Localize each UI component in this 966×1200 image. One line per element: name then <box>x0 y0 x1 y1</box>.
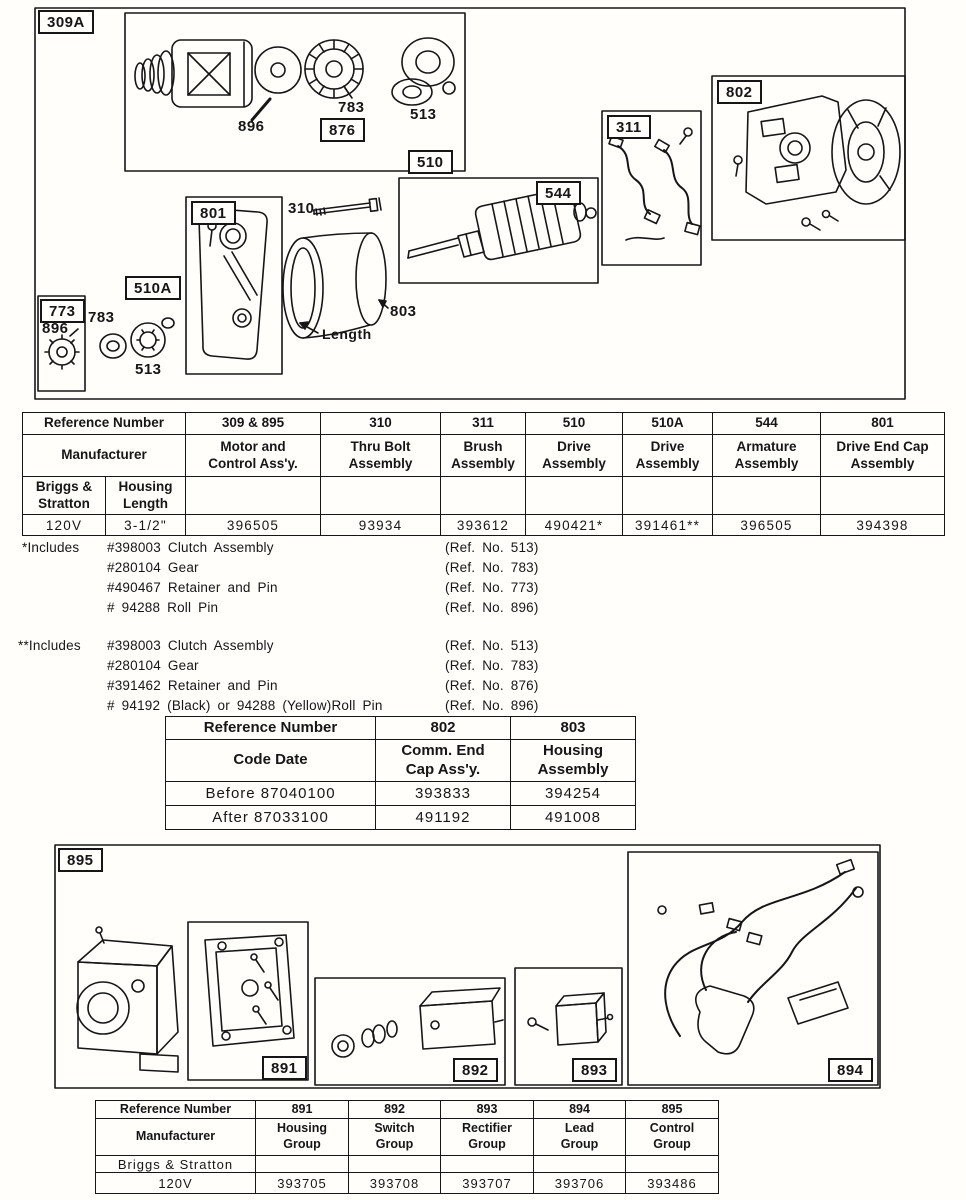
t1-part-number: 93934 <box>321 515 441 536</box>
callout-783-bottom: 783 <box>88 309 115 326</box>
footnote-line <box>22 558 722 578</box>
table-row <box>23 435 945 477</box>
starter-motor-exploded-diagram <box>0 0 966 406</box>
table-row <box>166 717 636 740</box>
callout-box-891: 891 <box>262 1056 307 1080</box>
t1-col-name: Motor and Control Ass'y. <box>186 435 321 477</box>
footnote-part: #280104 Gear <box>107 560 199 575</box>
table-row <box>23 413 945 435</box>
t1-voltage-cell: 120V <box>23 515 106 536</box>
starter-diagram-line-art <box>0 0 966 406</box>
t3-part-number: 393707 <box>441 1173 534 1194</box>
t1-col-num: 309 & 895 <box>186 413 321 435</box>
footnote-includes-single <box>22 538 722 618</box>
callout-box-510: 510 <box>408 150 453 174</box>
t2-col-num: 802 <box>376 717 511 740</box>
t3-col-num: 893 <box>441 1101 534 1119</box>
t1-col-name: Armature Assembly <box>713 435 821 477</box>
t2-code-date-header: Code Date <box>166 740 376 782</box>
pinion-gear-drawing <box>305 40 363 98</box>
frame-895 <box>55 845 880 1088</box>
end-cap-802-drawing <box>734 96 900 230</box>
callout-896-bottom: 896 <box>42 320 69 337</box>
t1-manufacturer-header: Manufacturer <box>23 435 186 477</box>
t2-ref-number-header: Reference Number <box>166 717 376 740</box>
footnote-part: # 94288 Roll Pin <box>107 600 219 615</box>
frame-894 <box>628 852 878 1085</box>
footnote-ref: (Ref. No. 876) <box>445 678 539 693</box>
t3-col-num: 891 <box>256 1101 349 1119</box>
t1-col-num: 510 <box>526 413 623 435</box>
empty-cell <box>441 1156 534 1173</box>
footnote-part: # 94192 (Black) or 94288 (Yellow)Roll Pin <box>107 698 383 713</box>
solenoid-drawing <box>135 40 270 120</box>
footnote-line <box>18 696 722 716</box>
callout-783-top: 783 <box>338 99 365 116</box>
t2-row-label: After 87033100 <box>166 806 376 830</box>
t2-col-name: Comm. End Cap Ass'y. <box>376 740 511 782</box>
generator-housing-drawing <box>77 927 178 1072</box>
footnote-line <box>18 636 722 656</box>
t1-col-name: Drive Assembly <box>526 435 623 477</box>
backplate-891-drawing <box>205 935 294 1046</box>
table-row <box>96 1119 719 1156</box>
control-diagram-line-art <box>0 840 966 1092</box>
t2-col-name: Housing Assembly <box>511 740 636 782</box>
footnote-line <box>18 656 722 676</box>
diagram-frame-label-895: 895 <box>58 848 103 872</box>
t1-col-name: Drive Assembly <box>623 435 713 477</box>
callout-box-894: 894 <box>828 1058 873 1082</box>
callout-box-510a: 510A <box>125 276 181 300</box>
t2-part-number: 393833 <box>376 782 511 806</box>
control-group-exploded-diagram <box>0 840 966 1092</box>
empty-cell <box>623 477 713 515</box>
table-row <box>166 782 636 806</box>
callout-310: 310 <box>288 200 315 217</box>
empty-cell <box>441 477 526 515</box>
callout-803: 803 <box>390 303 417 320</box>
table-row <box>23 515 945 536</box>
t3-col-name: Control Group <box>626 1119 719 1156</box>
table-row <box>166 740 636 782</box>
footnote-ref: (Ref. No. 896) <box>445 600 539 615</box>
t1-housing-length-cell: Housing Length <box>106 477 186 515</box>
t3-col-name: Rectifier Group <box>441 1119 534 1156</box>
t3-ref-number-header: Reference Number <box>96 1101 256 1119</box>
t1-col-num: 544 <box>713 413 821 435</box>
switch-group-892-drawing <box>332 988 503 1057</box>
t1-part-number: 391461** <box>623 515 713 536</box>
t1-col-name: Drive End Cap Assembly <box>821 435 945 477</box>
starter-parts-table <box>22 412 945 536</box>
t1-part-number: 396505 <box>713 515 821 536</box>
footnote-ref: (Ref. No. 896) <box>445 698 539 713</box>
table-row <box>166 806 636 830</box>
callout-box-773: 773 <box>40 299 85 323</box>
t3-col-name: Lead Group <box>534 1119 626 1156</box>
empty-cell <box>626 1156 719 1173</box>
footnote-line <box>18 676 722 696</box>
t3-part-number: 393708 <box>349 1173 441 1194</box>
t1-col-name: Brush Assembly <box>441 435 526 477</box>
footnote-part: #398003 Clutch Assembly <box>107 540 274 555</box>
t1-part-number: 490421* <box>526 515 623 536</box>
footnote-ref: (Ref. No. 783) <box>445 560 539 575</box>
footnote-includes-double <box>18 636 722 716</box>
end-cap-801-drawing <box>199 208 267 359</box>
table-row <box>23 477 945 515</box>
footnote-line <box>22 598 722 618</box>
empty-cell <box>256 1156 349 1173</box>
table-row <box>96 1101 719 1119</box>
clutch-drawing <box>392 38 455 105</box>
rectifier-893-drawing <box>528 993 613 1045</box>
t1-part-number: 394398 <box>821 515 945 536</box>
t3-voltage-cell: 120V <box>96 1173 256 1194</box>
motor-assembly-frame <box>125 13 465 171</box>
t3-col-name: Switch Group <box>349 1119 441 1156</box>
t2-col-num: 803 <box>511 717 636 740</box>
empty-cell <box>821 477 945 515</box>
footnote-part: #398003 Clutch Assembly <box>107 638 274 653</box>
washer-drawing <box>255 47 301 93</box>
empty-cell <box>321 477 441 515</box>
footnote-ref: (Ref. No. 773) <box>445 580 539 595</box>
empty-cell <box>713 477 821 515</box>
t3-part-number: 393705 <box>256 1173 349 1194</box>
t3-col-num: 892 <box>349 1101 441 1119</box>
thru-bolt-310-drawing <box>314 198 381 215</box>
empty-cell <box>349 1156 441 1173</box>
callout-513-top: 513 <box>410 106 437 123</box>
length-label: Length <box>322 326 372 342</box>
housing-803-drawing <box>283 233 388 338</box>
t1-col-num: 510A <box>623 413 713 435</box>
table-row <box>96 1173 719 1194</box>
table-row <box>96 1156 719 1173</box>
callout-box-892: 892 <box>453 1058 498 1082</box>
callout-513-bottom: 513 <box>135 361 162 378</box>
footnote-prefix: **Includes <box>18 638 81 653</box>
callout-box-801: 801 <box>191 201 236 225</box>
callout-box-544: 544 <box>536 181 581 205</box>
t2-part-number: 394254 <box>511 782 636 806</box>
callout-box-311: 311 <box>607 115 651 139</box>
footnote-part: #280104 Gear <box>107 658 199 673</box>
t1-ref-number-header: Reference Number <box>23 413 186 435</box>
empty-cell <box>526 477 623 515</box>
t3-part-number: 393706 <box>534 1173 626 1194</box>
footnote-ref: (Ref. No. 783) <box>445 658 539 673</box>
footnote-line <box>22 578 722 598</box>
t1-part-number: 393612 <box>441 515 526 536</box>
t2-part-number: 491008 <box>511 806 636 830</box>
empty-cell <box>186 477 321 515</box>
t2-row-label: Before 87040100 <box>166 782 376 806</box>
diagram-frame-label-309a: 309A <box>38 10 94 34</box>
callout-box-893: 893 <box>572 1058 617 1082</box>
t3-col-num: 895 <box>626 1101 719 1119</box>
t3-manufacturer-header: Manufacturer <box>96 1119 256 1156</box>
t1-col-num: 311 <box>441 413 526 435</box>
control-group-table <box>95 1100 719 1194</box>
t1-col-name: Thru Bolt Assembly <box>321 435 441 477</box>
t3-col-name: Housing Group <box>256 1119 349 1156</box>
t3-part-number: 393486 <box>626 1173 719 1194</box>
t3-brand-cell: Briggs & Stratton <box>96 1156 256 1173</box>
t1-col-num: 310 <box>321 413 441 435</box>
t1-brand-cell: Briggs & Stratton <box>23 477 106 515</box>
code-date-table <box>165 716 636 830</box>
brush-wires-311-drawing <box>609 122 700 240</box>
empty-cell <box>534 1156 626 1173</box>
callout-896-top: 896 <box>238 118 265 135</box>
footnote-part: #391462 Retainer and Pin <box>107 678 278 693</box>
footnote-part: #490467 Retainer and Pin <box>107 580 278 595</box>
footnote-ref: (Ref. No. 513) <box>445 638 539 653</box>
t1-housing-value-cell: 3-1/2" <box>106 515 186 536</box>
footnote-ref: (Ref. No. 513) <box>445 540 539 555</box>
callout-box-876: 876 <box>320 118 365 142</box>
footnote-prefix: *Includes <box>22 540 80 555</box>
callout-box-802: 802 <box>717 80 762 104</box>
footnote-line <box>22 538 722 558</box>
t3-col-num: 894 <box>534 1101 626 1119</box>
t2-part-number: 491192 <box>376 806 511 830</box>
t1-col-num: 801 <box>821 413 945 435</box>
t1-part-number: 396505 <box>186 515 321 536</box>
lead-group-894-drawing <box>658 860 863 1054</box>
